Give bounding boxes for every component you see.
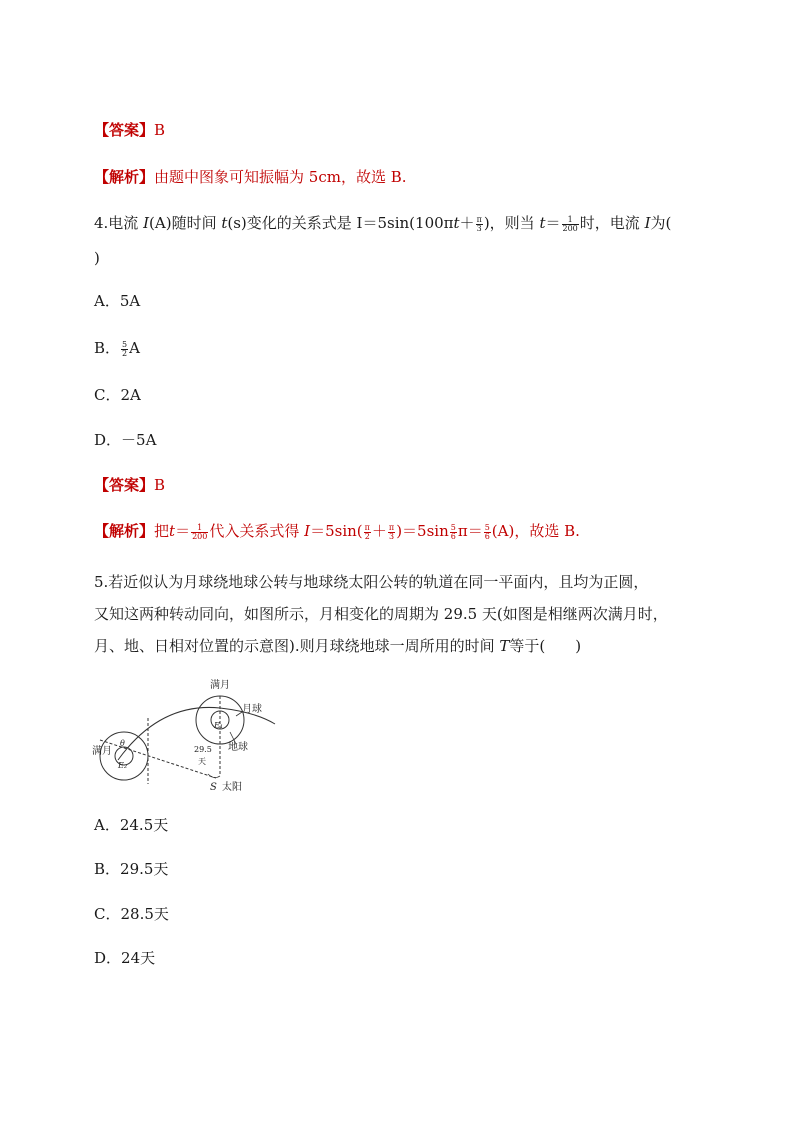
analysis2-fraction: $\frac{5}{6}$ bbox=[450, 522, 456, 541]
q5-option-b[interactable]: B．29.5天 bbox=[94, 860, 169, 878]
label-moon: 月球 bbox=[242, 704, 262, 715]
q4-var-I: I bbox=[644, 214, 651, 232]
label-e2: E₂ bbox=[118, 761, 128, 770]
question-4-stem-line2: ) bbox=[94, 249, 100, 267]
answer-value: B bbox=[154, 476, 166, 494]
analysis-tag: 【解析】 bbox=[94, 168, 155, 186]
q4-option-b-fraction: $\frac{5}{2}$ bbox=[122, 339, 128, 358]
q4-var-t: t bbox=[539, 214, 546, 232]
q4-text: )，则当 bbox=[483, 214, 540, 232]
analysis-text: 由题中图象可知振幅为 5cm，故选 B. bbox=[154, 168, 407, 186]
analysis-line-1 bbox=[94, 167, 407, 187]
analysis2-fraction: $\frac{\pi}{3}$ bbox=[388, 522, 395, 541]
label-theta: θ bbox=[120, 739, 125, 748]
q4-var-t: t bbox=[453, 214, 460, 232]
q5-option-c[interactable]: C．28.5天 bbox=[94, 905, 169, 923]
label-sun: 太阳 bbox=[222, 782, 242, 793]
question-5-line3: 月、地、日相对位置的示意图).则月球绕地球一周所用的时间 T等于( ) bbox=[94, 637, 582, 655]
analysis2-fraction: $\frac{5}{6}$ bbox=[484, 522, 490, 541]
label-days-unit: 天 bbox=[198, 757, 206, 766]
q4-var-t: t bbox=[221, 214, 228, 232]
label-earth: 地球 bbox=[228, 742, 248, 753]
answer-tag: 【答案】 bbox=[94, 476, 155, 494]
q4-text: 为( bbox=[650, 214, 672, 232]
q4-fraction-1-200: $\frac{1}{200}$ bbox=[562, 214, 578, 233]
answer-line-2 bbox=[94, 475, 165, 495]
label-sun-s: S bbox=[210, 782, 217, 793]
q4-text: 时，电流 bbox=[579, 214, 645, 232]
question-5-line1: 5.若近似认为月球绕地球公转与地球绕太阳公转的轨道在同一平面内，且均为正圆， bbox=[94, 573, 649, 591]
q4-fraction-pi-3: $\frac{\pi}{3}$ bbox=[476, 214, 482, 233]
q5-option-d[interactable]: D．24天 bbox=[94, 949, 156, 967]
orbit-diagram-svg bbox=[90, 672, 280, 798]
answer-line-1 bbox=[94, 120, 165, 140]
q4-option-d[interactable]: D．－5A bbox=[94, 431, 157, 449]
q4-text: (A)随时间 bbox=[149, 214, 222, 232]
analysis-line-2: 【解析】把t＝ $\frac{1}{200}$ 代入关系式得 I＝5sin( $\frac{\pi}{2}$ ＋ $\frac{\pi}{3}$ )＝5sin $\frac{5}{6}$ π＝ $\frac{5}{6}$ (A)，故选 B. bbox=[94, 522, 580, 541]
q4-option-a[interactable]: A．5A bbox=[94, 292, 141, 310]
q4-option-c[interactable]: C．2A bbox=[94, 386, 141, 404]
label-full-moon-left: 满月 bbox=[92, 746, 112, 757]
analysis2-fraction: $\frac{\pi}{2}$ bbox=[364, 522, 370, 541]
label-full-moon-top: 满月 bbox=[210, 680, 230, 691]
question-5-line2: 又知这两种转动同向，如图所示，月相变化的周期为 29.5 天(如图是相继两次满月时， bbox=[94, 605, 668, 623]
answer-tag: 【答案】 bbox=[94, 121, 155, 139]
q4-option-b[interactable]: B． $\frac{5}{2}$ A bbox=[94, 339, 140, 358]
q4-eq: ＝ bbox=[545, 214, 561, 232]
q4-plus: ＋ bbox=[459, 214, 475, 232]
answer-value: B bbox=[154, 121, 166, 139]
label-e1: E₁ bbox=[214, 721, 224, 730]
q4-equation: I＝5sin(100π bbox=[356, 214, 454, 232]
q5-option-a[interactable]: A．24.5天 bbox=[94, 816, 169, 834]
q4-text: (s)变化的关系式是 bbox=[227, 214, 357, 232]
q4-text: 4.电流 bbox=[94, 214, 144, 232]
label-days-number: 29.5 bbox=[194, 745, 212, 754]
moon-earth-sun-diagram bbox=[90, 672, 280, 798]
question-4-stem bbox=[94, 213, 671, 233]
analysis-tag: 【解析】 bbox=[94, 522, 155, 540]
q4-var-I: I bbox=[143, 214, 150, 232]
analysis2-fraction: $\frac{1}{200}$ bbox=[192, 522, 208, 541]
